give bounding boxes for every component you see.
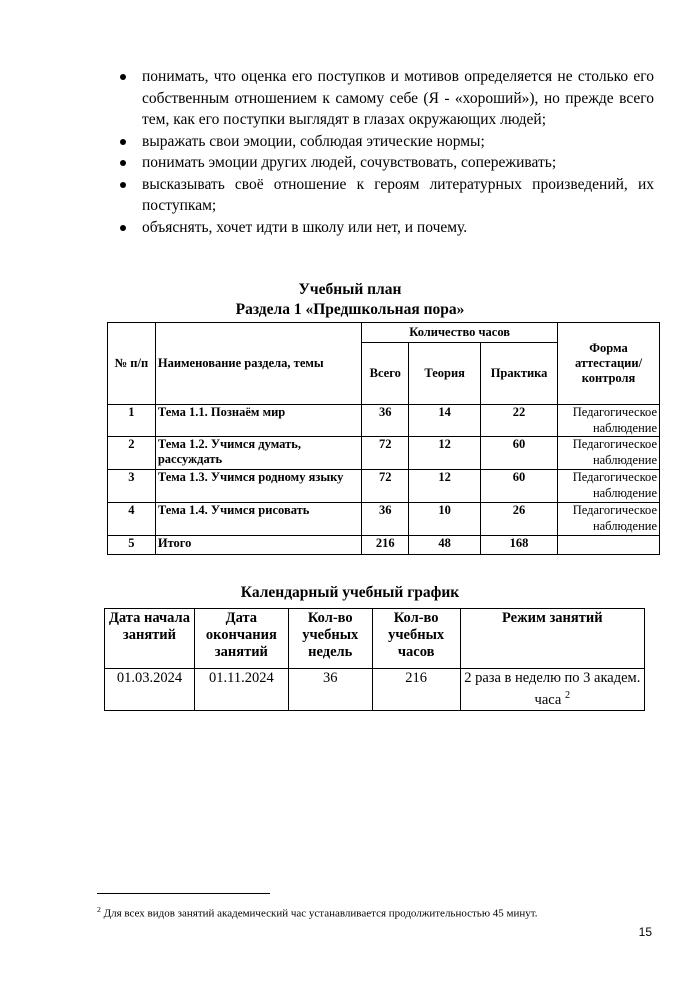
table-header-row [108,323,660,343]
header-name: Наименование раздела, темы [155,323,361,405]
row-practice: 22 [481,405,558,437]
table-row [108,470,660,503]
schedule-table [104,608,645,711]
footnote-ref[interactable]: 2 [564,690,571,701]
header-total: Всего [362,343,409,405]
table-row [105,669,645,711]
footnote-text: Для всех видов занятий академический час устанавливается продолжительностью 45 минут. [103,907,538,920]
hours-value: 216 [372,669,460,711]
row-total: 72 [362,437,409,470]
start-date: 01.03.2024 [105,669,195,711]
row-form: Педагогическое наблюдение [558,405,660,437]
row-theory: 12 [409,437,481,470]
header-hours: Количество часов [362,323,558,343]
schedule-title: Календарный учебный график [240,584,460,601]
bullet-text: понимать, что оценка его поступков и мотивов определяется не столько его собственным отношением к самому себе (Я - «хороший»), но прежде всего тем, как его поступки выглядят в глазах окружающих людей; [142,68,654,128]
header-form: Форма аттестации/ контроля [558,323,660,405]
mode-text: 2 раза в неделю по 3 академ. часа [464,670,641,708]
row-name: Тема 1.2. Учимся думать, рассуждать [155,437,361,470]
row-name: Тема 1.1. Познаём мир [155,405,361,437]
table-total-row [108,536,660,555]
end-date: 01.11.2024 [194,669,288,711]
row-form: Педагогическое наблюдение [558,503,660,536]
row-name: Итого [155,536,361,555]
weeks-value: 36 [288,669,372,711]
row-name: Тема 1.3. Учимся родному языку [155,470,361,503]
plan-subtitle: Раздела 1 «Предшкольная пора» [235,301,465,318]
list-item [108,152,654,174]
row-theory: 14 [409,405,481,437]
footnote-mark: 2 [97,905,101,914]
table-row [108,503,660,536]
list-item [108,131,654,153]
row-num: 2 [108,437,156,470]
bullet-text: объяснять, хочет идти в школу или нет, и почему. [142,218,468,236]
header-start: Дата начала занятий [105,609,195,669]
row-theory: 48 [409,536,481,555]
table-row [108,437,660,470]
row-total: 36 [362,503,409,536]
row-num: 3 [108,470,156,503]
header-practice: Практика [481,343,558,405]
bullet-icon [120,225,126,231]
row-total: 216 [362,536,409,555]
header-hours: Кол-во учебных часов [372,609,460,669]
row-practice: 168 [481,536,558,555]
header-mode: Режим занятий [460,609,644,669]
list-item [108,174,654,217]
row-form: Педагогическое наблюдение [558,470,660,503]
curriculum-table [107,322,660,555]
schedule-header-row [105,609,645,669]
bullet-list [108,66,654,238]
mode-value [460,669,644,711]
row-practice: 60 [481,437,558,470]
header-weeks: Кол-во учебных недель [288,609,372,669]
row-form [558,536,660,555]
row-theory: 12 [409,470,481,503]
table-row [108,405,660,437]
row-practice: 26 [481,503,558,536]
row-form: Педагогическое наблюдение [558,437,660,470]
bullet-text: выражать свои эмоции, соблюдая этические нормы; [142,132,485,150]
row-practice: 60 [481,470,558,503]
bullet-icon [120,139,126,145]
page-number: 15 [638,925,652,939]
row-theory: 10 [409,503,481,536]
list-item [108,66,654,131]
row-total: 36 [362,405,409,437]
list-item [108,217,654,239]
bullet-text: высказывать своё отношение к героям литературных произведений, их поступкам; [142,175,654,214]
bullet-icon [120,182,126,188]
row-name: Тема 1.4. Учимся рисовать [155,503,361,536]
header-theory: Теория [409,343,481,405]
row-num: 1 [108,405,156,437]
row-num: 5 [108,536,156,555]
footnote-divider [97,893,270,894]
bullet-text: понимать эмоции других людей, сочувствовать, сопереживать; [142,154,557,171]
header-num: № п/п [108,323,156,405]
plan-title: Учебный план [298,281,402,298]
row-num: 4 [108,503,156,536]
header-end: Дата окончания занятий [194,609,288,669]
footnote [97,905,538,920]
row-total: 72 [362,470,409,503]
bullet-icon [120,74,126,80]
bullet-icon [120,160,126,166]
